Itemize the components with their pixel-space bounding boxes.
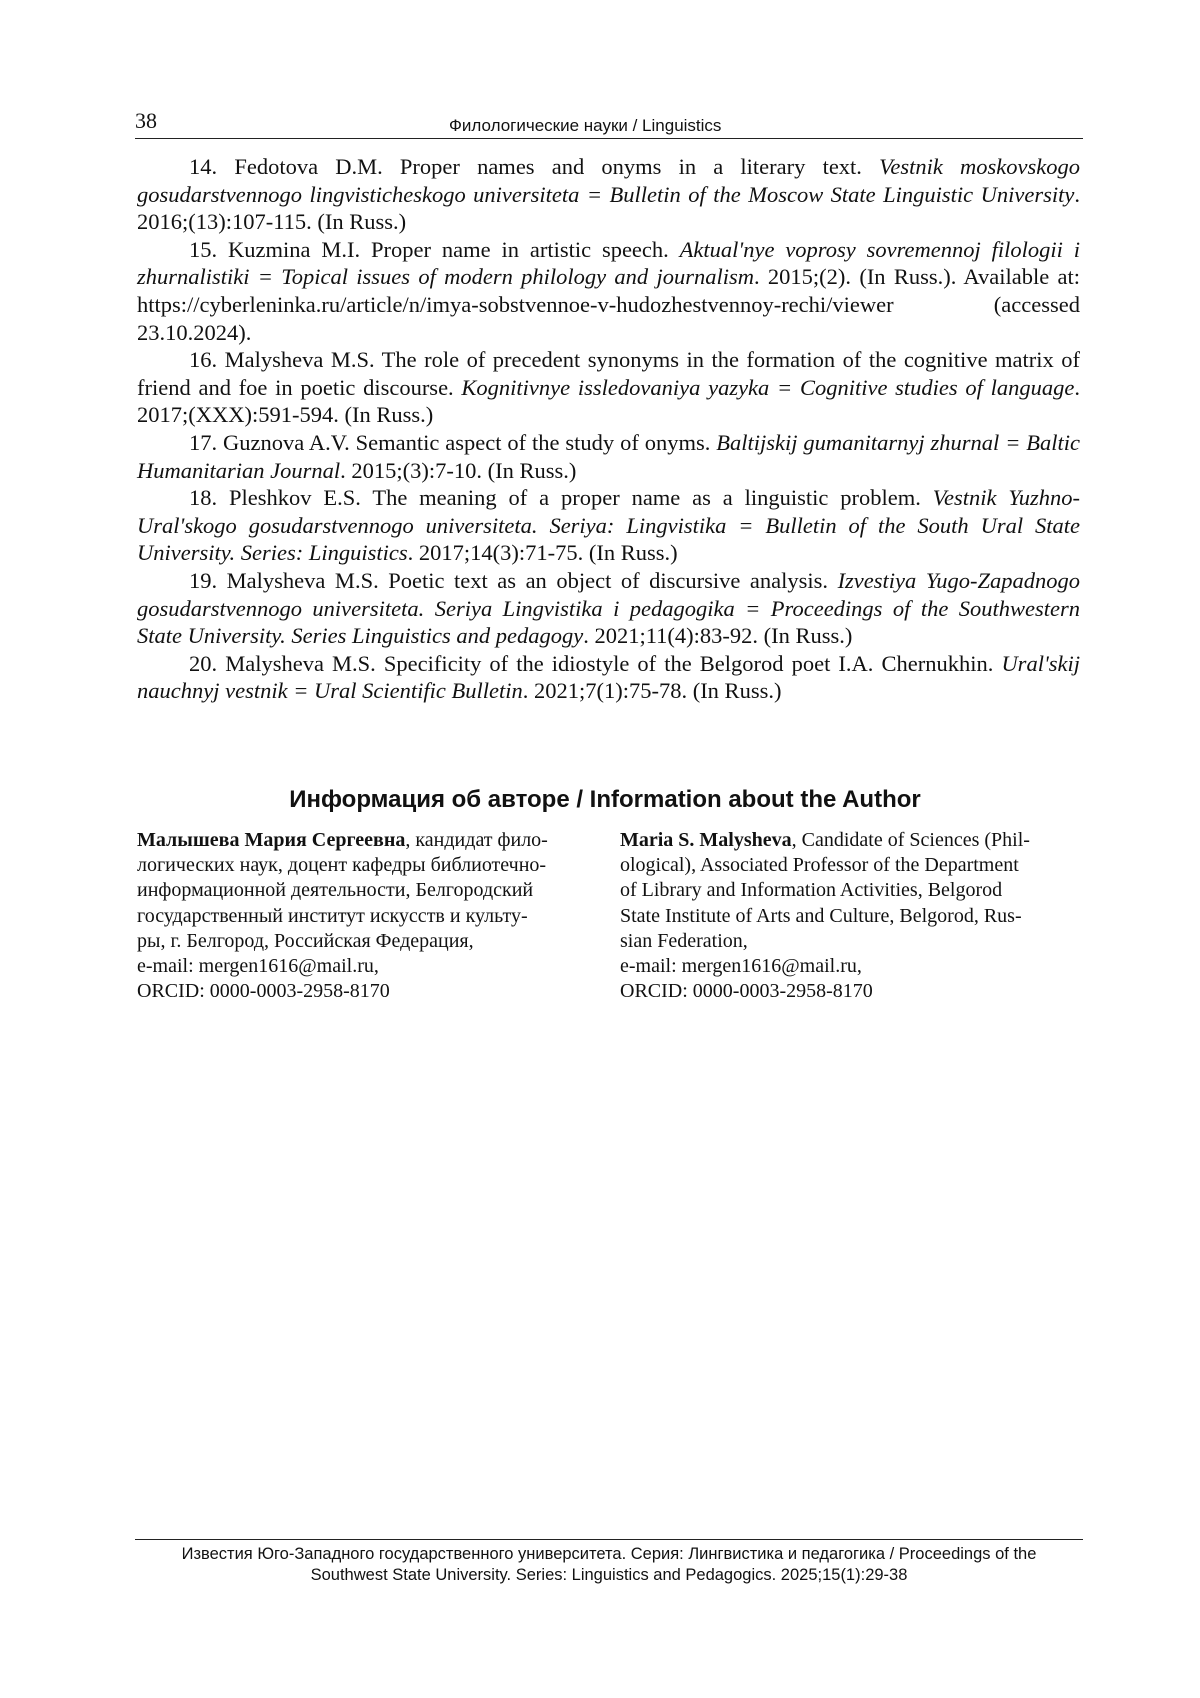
author-line: Малышева Мария Сергеевна, кандидат фило-: [137, 829, 548, 851]
page-number: 38: [135, 108, 157, 133]
reference-list: [137, 153, 1080, 705]
author-line: ological), Associated Professor of the Department: [620, 854, 1019, 877]
author-info-russian: [137, 828, 597, 1004]
reference-details: . 2016;(13):107-115. (In Russ.): [137, 181, 1080, 235]
reference-author-title: Fedotova D.M. Proper names and onyms in a literary text.: [234, 154, 880, 179]
page-header: [135, 106, 1083, 139]
author-orcid: ORCID: 0000-0003-2958-8170: [137, 980, 390, 1003]
reference-item: [137, 153, 1080, 236]
reference-details: . 2017;14(3):71-75. (In Russ.): [407, 540, 678, 566]
reference-details: . 2021;7(1):75-78. (In Russ.): [522, 678, 782, 704]
author-info-english: [620, 828, 1090, 1004]
reference-details: . 2015;(2). (In Russ.). Available at: https://cyberleninka.ru/article/n/imya-sobstvennoe-v-hudozhestvennoy-rechi/viewer (accessed 23.10.2024).: [137, 264, 1080, 345]
reference-details: . 2015;(3):7-10. (In Russ.): [340, 457, 577, 483]
reference-author-title: Kuzmina M.I. Proper name in artistic speech.: [228, 236, 680, 262]
reference-number: 17.: [189, 429, 218, 455]
author-line: информационной деятельности, Белгородский: [137, 879, 534, 902]
reference-number: 19.: [189, 567, 218, 593]
author-line: государственный институт искусств и культу-: [137, 904, 528, 927]
reference-details: . 2021;11(4):83-92. (In Russ.): [583, 623, 853, 649]
author-orcid: ORCID: 0000-0003-2958-8170: [620, 980, 873, 1003]
reference-item: [137, 429, 1080, 484]
reference-author-title: Malysheva M.S. Poetic text as an object of discursive analysis.: [226, 567, 838, 593]
author-line: Maria S. Malysheva, Candidate of Sciences (Phil-: [620, 829, 1030, 851]
running-head: Филологические науки / Linguistics: [449, 116, 722, 135]
reference-number: 20.: [189, 650, 218, 676]
reference-source: Baltijskij gumanitarnyj zhurnal = Baltic Humanitarian Journal: [137, 429, 1081, 483]
reference-number: 15.: [189, 236, 218, 262]
reference-author-title: Guznova A.V. Semantic aspect of the study of onyms.: [223, 429, 717, 455]
reference-number: 18.: [189, 485, 218, 511]
author-line: sian Federation,: [620, 929, 748, 952]
reference-source: Kognitivnye issledovaniya yazyka = Cognitive studies of language: [461, 374, 1075, 400]
reference-item: [137, 346, 1080, 429]
page-footer: [135, 1539, 1083, 1586]
reference-author-title: Malysheva M.S. Specificity of the idiostyle of the Belgorod poet I.A. Chernukhin.: [225, 650, 1002, 676]
author-email: e-mail: mergen1616@mail.ru,: [620, 955, 862, 978]
reference-source: Vestnik moskovskogo gosudarstvennogo lingvisticheskogo universiteta = Bulletin of the Moscow State Linguistic University: [137, 154, 1081, 207]
author-line: логических наук, доцент кафедры библиотечно-: [137, 854, 547, 877]
reference-item: [137, 567, 1080, 650]
reference-source: Vestnik Yuzhno-Ural'skogo gosudarstvennogo universiteta. Seriya: Lingvistika = Bulletin of the South Ural State University. Series: Linguistics: [137, 485, 1081, 566]
author-name: Maria S. Malysheva: [620, 829, 792, 851]
author-line: ры, г. Белгород, Российская Федерация,: [137, 929, 474, 952]
reference-details: . 2017;(XXX):591-594. (In Russ.): [137, 374, 1080, 428]
author-line: of Library and Information Activities, Belgorod: [620, 879, 1003, 902]
reference-source: Aktual'nye voprosy sovremennoj filologii i zhurnalistiki = Topical issues of modern philology and journalism: [137, 236, 1080, 290]
reference-author-title: Malysheva M.S. The role of precedent synonyms in the formation of the cognitive matrix of friend and foe in poetic discourse.: [137, 347, 1080, 400]
reference-item: [137, 650, 1080, 705]
reference-item: [137, 236, 1080, 346]
footer-citation-line-1: Известия Юго-Западного государственного университета. Серия: Лингвистика и педагогика / Proceedings of the: [181, 1545, 1037, 1563]
footer-citation-line-2: Southwest State University. Series: Linguistics and Pedagogics. 2025;15(1):29-38: [310, 1566, 908, 1584]
author-line: State Institute of Arts and Culture, Belgorod, Rus-: [620, 904, 1022, 927]
reference-author-title: Pleshkov E.S. The meaning of a proper name as a linguistic problem.: [229, 485, 933, 511]
reference-number: 16.: [189, 347, 218, 373]
author-name: Малышева Мария Сергеевна: [137, 829, 406, 851]
reference-item: [137, 484, 1080, 567]
author-info-title: Информация об авторе / Information about the Author: [289, 786, 921, 813]
author-email: e-mail: mergen1616@mail.ru,: [137, 955, 379, 978]
reference-number: 14.: [189, 154, 218, 179]
reference-source: Izvestiya Yugo-Zapadnogo gosudarstvennogo universiteta. Seriya Lingvistika i pedagogika = Proceedings of the Southwestern State University. Series Linguistics and pedagogy: [137, 567, 1081, 649]
reference-source: Ural'skij nauchnyj vestnik = Ural Scientific Bulletin: [137, 650, 1081, 704]
